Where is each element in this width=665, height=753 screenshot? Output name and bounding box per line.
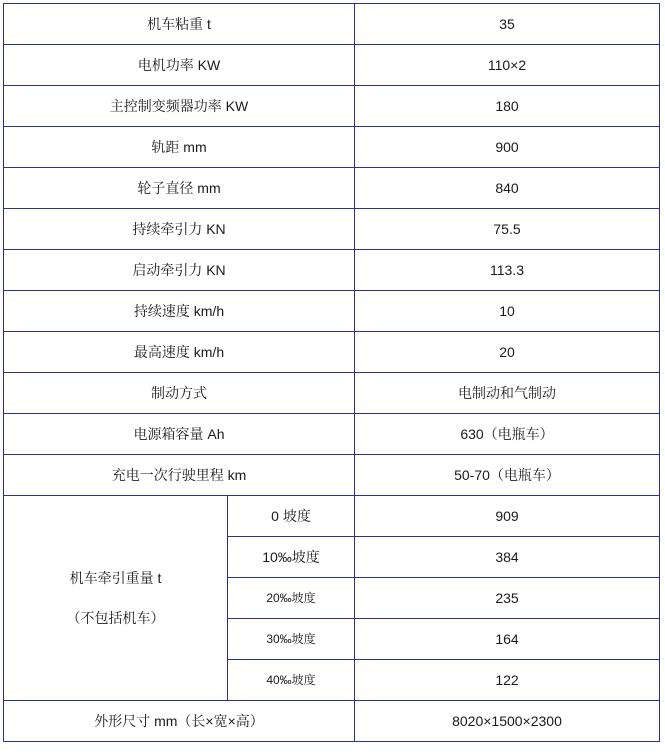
table-row [4, 4, 660, 45]
row-label: 启动牵引力 KN [4, 250, 355, 291]
row-value: 110×2 [355, 45, 660, 86]
table-row [4, 455, 660, 496]
table-row [4, 701, 660, 742]
row-value: 10 [355, 291, 660, 332]
row-value: 75.5 [355, 209, 660, 250]
row-value: 180 [355, 86, 660, 127]
traction-label-line2: （不包括机车） [66, 610, 165, 626]
table-row [4, 496, 660, 537]
row-label: 外形尺寸 mm（长×宽×高） [4, 701, 355, 742]
row-value: 35 [355, 4, 660, 45]
row-value: 840 [355, 168, 660, 209]
table-row [4, 45, 660, 86]
table-row [4, 373, 660, 414]
row-value: 8020×1500×2300 [355, 701, 660, 742]
table-row [4, 332, 660, 373]
row-label: 轮子直径 mm [4, 168, 355, 209]
table-row [4, 250, 660, 291]
row-value: 20 [355, 332, 660, 373]
row-label: 机车粘重 t [4, 4, 355, 45]
traction-weight-label [4, 496, 228, 701]
grade-value: 164 [355, 619, 660, 660]
row-value: 113.3 [355, 250, 660, 291]
row-label: 持续速度 km/h [4, 291, 355, 332]
row-label: 主控制变频器功率 KW [4, 86, 355, 127]
row-label: 电机功率 KW [4, 45, 355, 86]
table-row [4, 168, 660, 209]
row-value: 50-70（电瓶车） [355, 455, 660, 496]
grade-value: 909 [355, 496, 660, 537]
grade-label: 0 坡度 [228, 496, 355, 537]
grade-label: 20‰坡度 [228, 578, 355, 619]
grade-value: 122 [355, 660, 660, 701]
grade-value: 384 [355, 537, 660, 578]
row-label: 电源箱容量 Ah [4, 414, 355, 455]
traction-label-line1: 机车牵引重量 t [69, 570, 162, 586]
spec-table [3, 3, 660, 742]
row-label: 充电一次行驶里程 km [4, 455, 355, 496]
row-label: 持续牵引力 KN [4, 209, 355, 250]
row-label: 最高速度 km/h [4, 332, 355, 373]
grade-label: 30‰坡度 [228, 619, 355, 660]
row-value: 电制动和气制动 [355, 373, 660, 414]
table-row [4, 414, 660, 455]
row-value: 900 [355, 127, 660, 168]
table-row [4, 86, 660, 127]
row-label: 制动方式 [4, 373, 355, 414]
table-row [4, 127, 660, 168]
row-label: 轨距 mm [4, 127, 355, 168]
row-value: 630（电瓶车） [355, 414, 660, 455]
table-row [4, 291, 660, 332]
grade-label: 10‰坡度 [228, 537, 355, 578]
grade-label: 40‰坡度 [228, 660, 355, 701]
grade-value: 235 [355, 578, 660, 619]
table-row [4, 209, 660, 250]
